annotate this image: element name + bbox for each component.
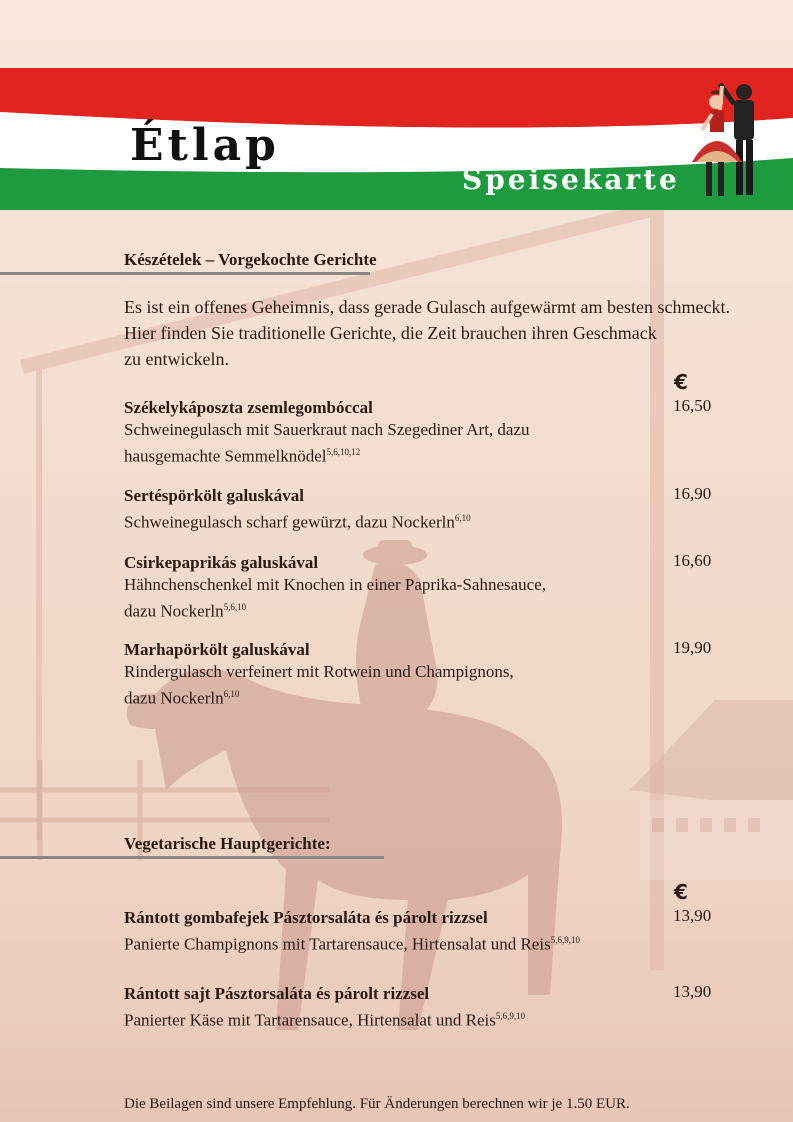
dish-name: Csirkepaprikás galuskával: [124, 553, 319, 572]
description-line: [124, 596, 744, 623]
allergen-codes: 6,10: [223, 689, 240, 699]
dish-price: 16,50: [673, 396, 712, 415]
menu-item: [124, 638, 744, 710]
allergen-codes: 5,6,10,12: [326, 447, 361, 457]
allergen-codes: 6,10: [454, 513, 471, 523]
intro-line: zu entwickeln.: [124, 349, 229, 369]
description-text: Schweinegulasch scharf gewürzt, dazu Nockerln: [124, 512, 455, 532]
intro-line: Hier finden Sie traditionelle Gerichte, die Zeit brauchen ihren Geschmack: [124, 323, 657, 343]
dish-name: Marhapörkölt galuskával: [124, 640, 310, 659]
dish-description: [124, 661, 744, 710]
dish-description: [124, 1005, 744, 1032]
menu-subtitle: Speisekarte: [462, 163, 680, 196]
menu-title: Étlap: [130, 120, 280, 171]
section-intro: [124, 294, 774, 372]
menu-item: [124, 396, 744, 468]
dish-description: [124, 929, 744, 956]
description-line: Hähnchenschenkel mit Knochen in einer Paprika-Sahnesauce,: [124, 575, 547, 594]
currency-label: €: [674, 880, 688, 904]
section-divider: [0, 856, 384, 859]
dish-description: [124, 574, 744, 623]
dish-price: 19,90: [673, 638, 712, 657]
allergen-codes: 5,6,9,10: [495, 1011, 526, 1021]
dish-price: 16,60: [673, 551, 712, 570]
intro-line: Es ist ein offenes Geheimnis, dass gerade Gulasch aufgewärmt am besten schmeckt.: [124, 297, 730, 317]
currency-label: €: [674, 370, 688, 394]
description-text: Panierte Champignons mit Tartarensauce, Hirtensalat und Reis: [124, 934, 551, 954]
description-line: [124, 683, 744, 710]
dish-description: [124, 507, 744, 534]
section-divider: [0, 272, 370, 275]
description-line: [124, 929, 744, 956]
description-line: [124, 1005, 744, 1032]
description-text: Panierter Käse mit Tartarensauce, Hirtensalat und Reis: [124, 1010, 496, 1030]
section-title: Vegetarische Hauptgerichte:: [124, 834, 331, 853]
dish-price: 13,90: [673, 906, 712, 925]
dish-description: [124, 419, 744, 468]
description-text: dazu Nockerln: [124, 601, 224, 621]
menu-item: [124, 906, 744, 956]
description-text: dazu Nockerln: [124, 688, 224, 708]
description-line: [124, 507, 744, 534]
dish-name: Székelykáposzta zsemlegombóccal: [124, 398, 373, 417]
allergen-codes: 5,6,10: [223, 602, 247, 612]
dish-name: Sertéspörkölt galuskával: [124, 486, 304, 505]
menu-item: [124, 551, 744, 623]
dish-price: 13,90: [673, 982, 712, 1001]
section-title: Készételek – Vorgekochte Gerichte: [124, 250, 377, 269]
description-line: Rindergulasch verfeinert mit Rotwein und Champignons,: [124, 662, 514, 681]
description-text: hausgemachte Semmelknödel: [124, 446, 327, 466]
menu-item: [124, 484, 744, 534]
footer-note: Die Beilagen sind unsere Empfehlung. Für Änderungen berechnen wir je 1.50 EUR.: [124, 1096, 630, 1112]
dish-name: Rántott sajt Pásztorsaláta és párolt rizzsel: [124, 984, 430, 1003]
menu-item: [124, 982, 744, 1032]
dish-name: Rántott gombafejek Pásztorsaláta és párolt rizzsel: [124, 908, 488, 927]
description-line: [124, 441, 744, 468]
dish-price: 16,90: [673, 484, 712, 503]
description-line: Schweinegulasch mit Sauerkraut nach Szegediner Art, dazu: [124, 420, 530, 439]
allergen-codes: 5,6,9,10: [550, 935, 580, 945]
